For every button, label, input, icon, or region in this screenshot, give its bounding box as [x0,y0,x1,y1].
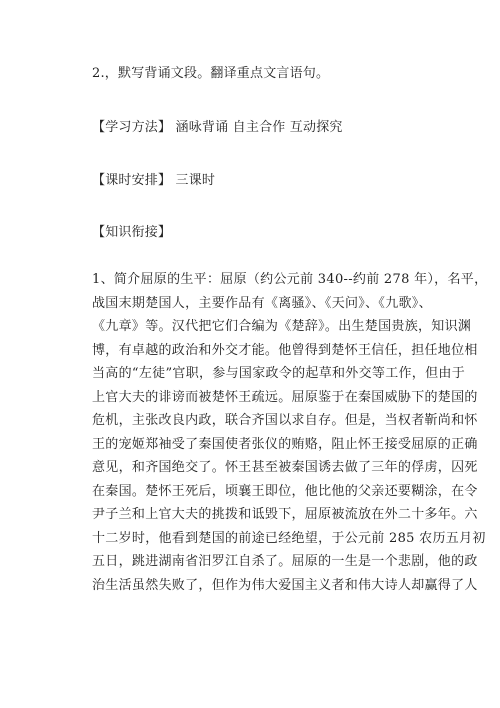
paragraph-line: 尹子兰和上官大夫的挑拨和诋毁下，屈原被流放在外二十多年。六 [92,507,478,522]
paragraph-line: 在秦国。楚怀王死后，顷襄王即位，他比他的父亲还要糊涂，在令 [92,483,478,499]
paragraph-line: 意见，和齐国绝交了。怀王甚至被秦国诱去做了三年的俘虏，囚死 [92,460,478,475]
learning-method-line: 【学习方法】 涵咏背诵 自主合作 互动探究 [92,120,343,135]
qu-yuan-biography-paragraph [92,268,488,597]
paragraph-line: 战国末期楚国人，主要作品有《离骚》、《天问》、《九歌》、 [92,295,432,311]
knowledge-heading: 【知识衔接】 [92,225,172,240]
paragraph-line: 王的宠姬郑袖受了秦国使者张仪的贿赂，阻止怀王接受屈原的正确 [92,436,478,452]
objective-item-2: 2.，默写背诵文段。翻译重点文言语句。 [92,66,330,81]
paragraph-line: 治生活虽然失败了，但作为伟大爱国主义者和伟大诗人却赢得了人 [92,577,478,593]
paragraph-line: 1、简介屈原的生平：屈原（约公元前 340--约前 278 年），名平， [92,272,488,287]
paragraph-line: 十二岁时，他看到楚国的前途已经绝望，于公元前 285 农历五月初 [92,530,486,546]
paragraph-line: 上官大夫的诽谤而被楚怀王疏远。屈原鉴于在秦国威胁下的楚国的 [92,389,478,405]
paragraph-line: 博，有卓越的政治和外交才能。他曾得到楚怀王信任，担任地位相 [92,342,478,358]
paragraph-line: 《九章》等。汉代把它们合编为《楚辞》。出生楚国贵族，知识渊 [92,319,472,334]
paragraph-line: 危机，主张改良内政，联合齐国以求自存。但是，当权者靳尚和怀 [92,413,478,428]
paragraph-line: 当高的“左徒”官职，参与国家政令的起草和外交等工作，但由于 [92,366,465,381]
schedule-line: 【课时安排】 三课时 [92,173,216,188]
paragraph-line: 五日，跳进湖南省汨罗江自杀了。屈原的一生是一个悲剧，他的政 [92,554,478,569]
